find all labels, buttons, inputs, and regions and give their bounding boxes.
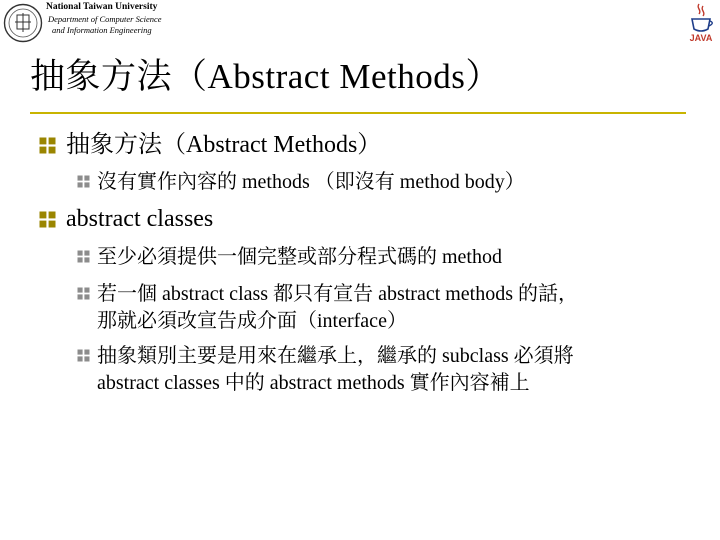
sub-bullet-icon: [77, 287, 90, 300]
bullet-square-icon: [38, 210, 57, 229]
bullet-2-sub-1: 至少必須提供一個完整或部分程式碼的 method: [97, 246, 502, 268]
slide-header: [0, 0, 720, 48]
bullet-1-sub-1: 沒有實作內容的 methods （即沒有 method body）: [97, 171, 525, 193]
java-logo-text: JAVA: [689, 33, 713, 43]
bullet-1-text: 抽象方法（Abstract Methods）: [66, 132, 382, 158]
bullet-2-sub-3-line-2: abstract classes 中的 abstract methods 實作內容補上: [97, 372, 530, 394]
bullet-2-sub-2-line-1: 若一個 abstract class 都只有宣告 abstract methods 的話，: [97, 283, 579, 305]
bullet-2-sub-3-line-1: 抽象類別主要是用來在繼承上，繼承的 subclass 必須將: [97, 345, 574, 367]
university-name: National Taiwan University: [46, 2, 158, 12]
sub-bullet-icon: [77, 175, 90, 188]
title-divider: [30, 112, 686, 114]
bullet-2-text: abstract classes: [66, 206, 214, 232]
bullet-square-icon: [38, 136, 57, 155]
java-logo-icon: [686, 2, 716, 44]
university-seal-icon: [3, 3, 43, 43]
bullet-2-sub-2-line-2: 那就必須改宣告成介面（interface）: [97, 310, 407, 332]
sub-bullet-icon: [77, 349, 90, 362]
department-line-1: Department of Computer Science: [48, 14, 162, 24]
sub-bullet-icon: [77, 250, 90, 263]
slide-title: 抽象方法（Abstract Methods）: [30, 57, 501, 96]
department-line-2: and Information Engineering: [52, 25, 152, 35]
